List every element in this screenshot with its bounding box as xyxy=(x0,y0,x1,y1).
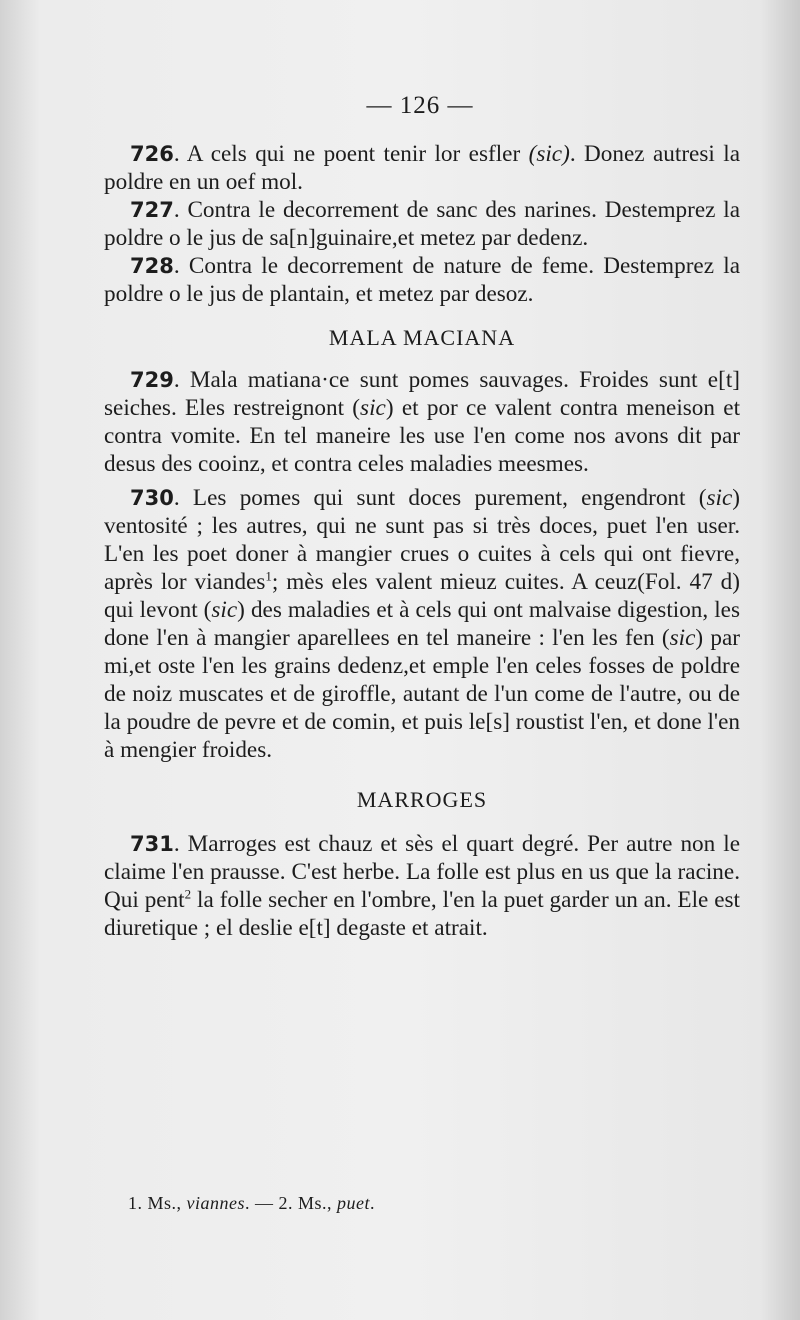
footnote-ref-2: 2 xyxy=(184,886,192,902)
paragraph-728: 728. Contra le decorrement de nature de feme. Destemprez la poldre o le jus de plantain, et metez par desoz. xyxy=(104,253,740,307)
paragraph-726: 726. A cels qui ne poent tenir lor esfler (sic). Donez autresi la poldre en un oef mol. xyxy=(104,141,740,195)
paragraph-727: 727. Contra le decorrement de sanc des narines. Destemprez la poldre o le jus de sa[n]guinaire,et metez par dedenz. xyxy=(104,197,740,251)
paragraph-731: 731. Marroges est chauz et sès el quart degré. Per autre non le claime l'en prausse. C'est herbe. La folle est plus en us que la racine. Qui pent$^2$ la folle secher en l'ombre, l'en la puet garder un an. Ele est diuretique ; el deslie e[t] degaste et atrait. xyxy=(104,831,740,941)
entry-number: 730 xyxy=(130,486,174,510)
entry-number: 727 xyxy=(130,198,174,222)
entry-number: 728 xyxy=(130,254,174,278)
section-heading-mala-maciana: MALA MACIANA xyxy=(328,325,516,350)
entry-number: 729 xyxy=(130,368,174,392)
footnote-ref-1: 1 xyxy=(265,568,272,584)
page-number: — 126 — xyxy=(366,92,474,119)
page-body xyxy=(104,140,740,942)
entry-number: 726 xyxy=(130,142,174,166)
entry-number: 731 xyxy=(130,832,174,856)
footnotes: 1. Ms., viannes. — 2. Ms., puet. xyxy=(128,1193,376,1213)
paragraph-729: 729. Mala matiana·ce sunt pomes sauvages. Froides sunt e[t] seiches. Eles restreignont (sic) et por ce valent contra meneison et contra vomite. En tel maneire les use l'en come nos avons dit par desus des cooinz, et contra celes maladies meesmes. xyxy=(104,367,741,477)
paragraph-730: 730. Les pomes qui sunt doces purement, engendront (sic) ventosité ; les autres, qui ne sunt pas si très doces, puet l'en user. L'en les poet doner à mangier crues o cuites à cels qui ont fievre, après lor viandes$^1$; mès eles valent mieuz cuites. A ceuz(Fol. 47 d) qui levont (sic) des maladies et à cels qui ont malvaise digestion, les done l'en à mangier aparellees en tel maneire : l'en les fen (sic) par mi,et oste l'en les grains dedenz,et emple l'en celes fosses de poldre de noiz muscates et de giroffle, autant de l'un come de l'autre, ou de la poudre de pevre et de comin, et puis le[s] roustist l'en, et done l'en à mengier froides. xyxy=(104,485,740,763)
section-heading-marroges: MARROGES xyxy=(356,787,488,812)
